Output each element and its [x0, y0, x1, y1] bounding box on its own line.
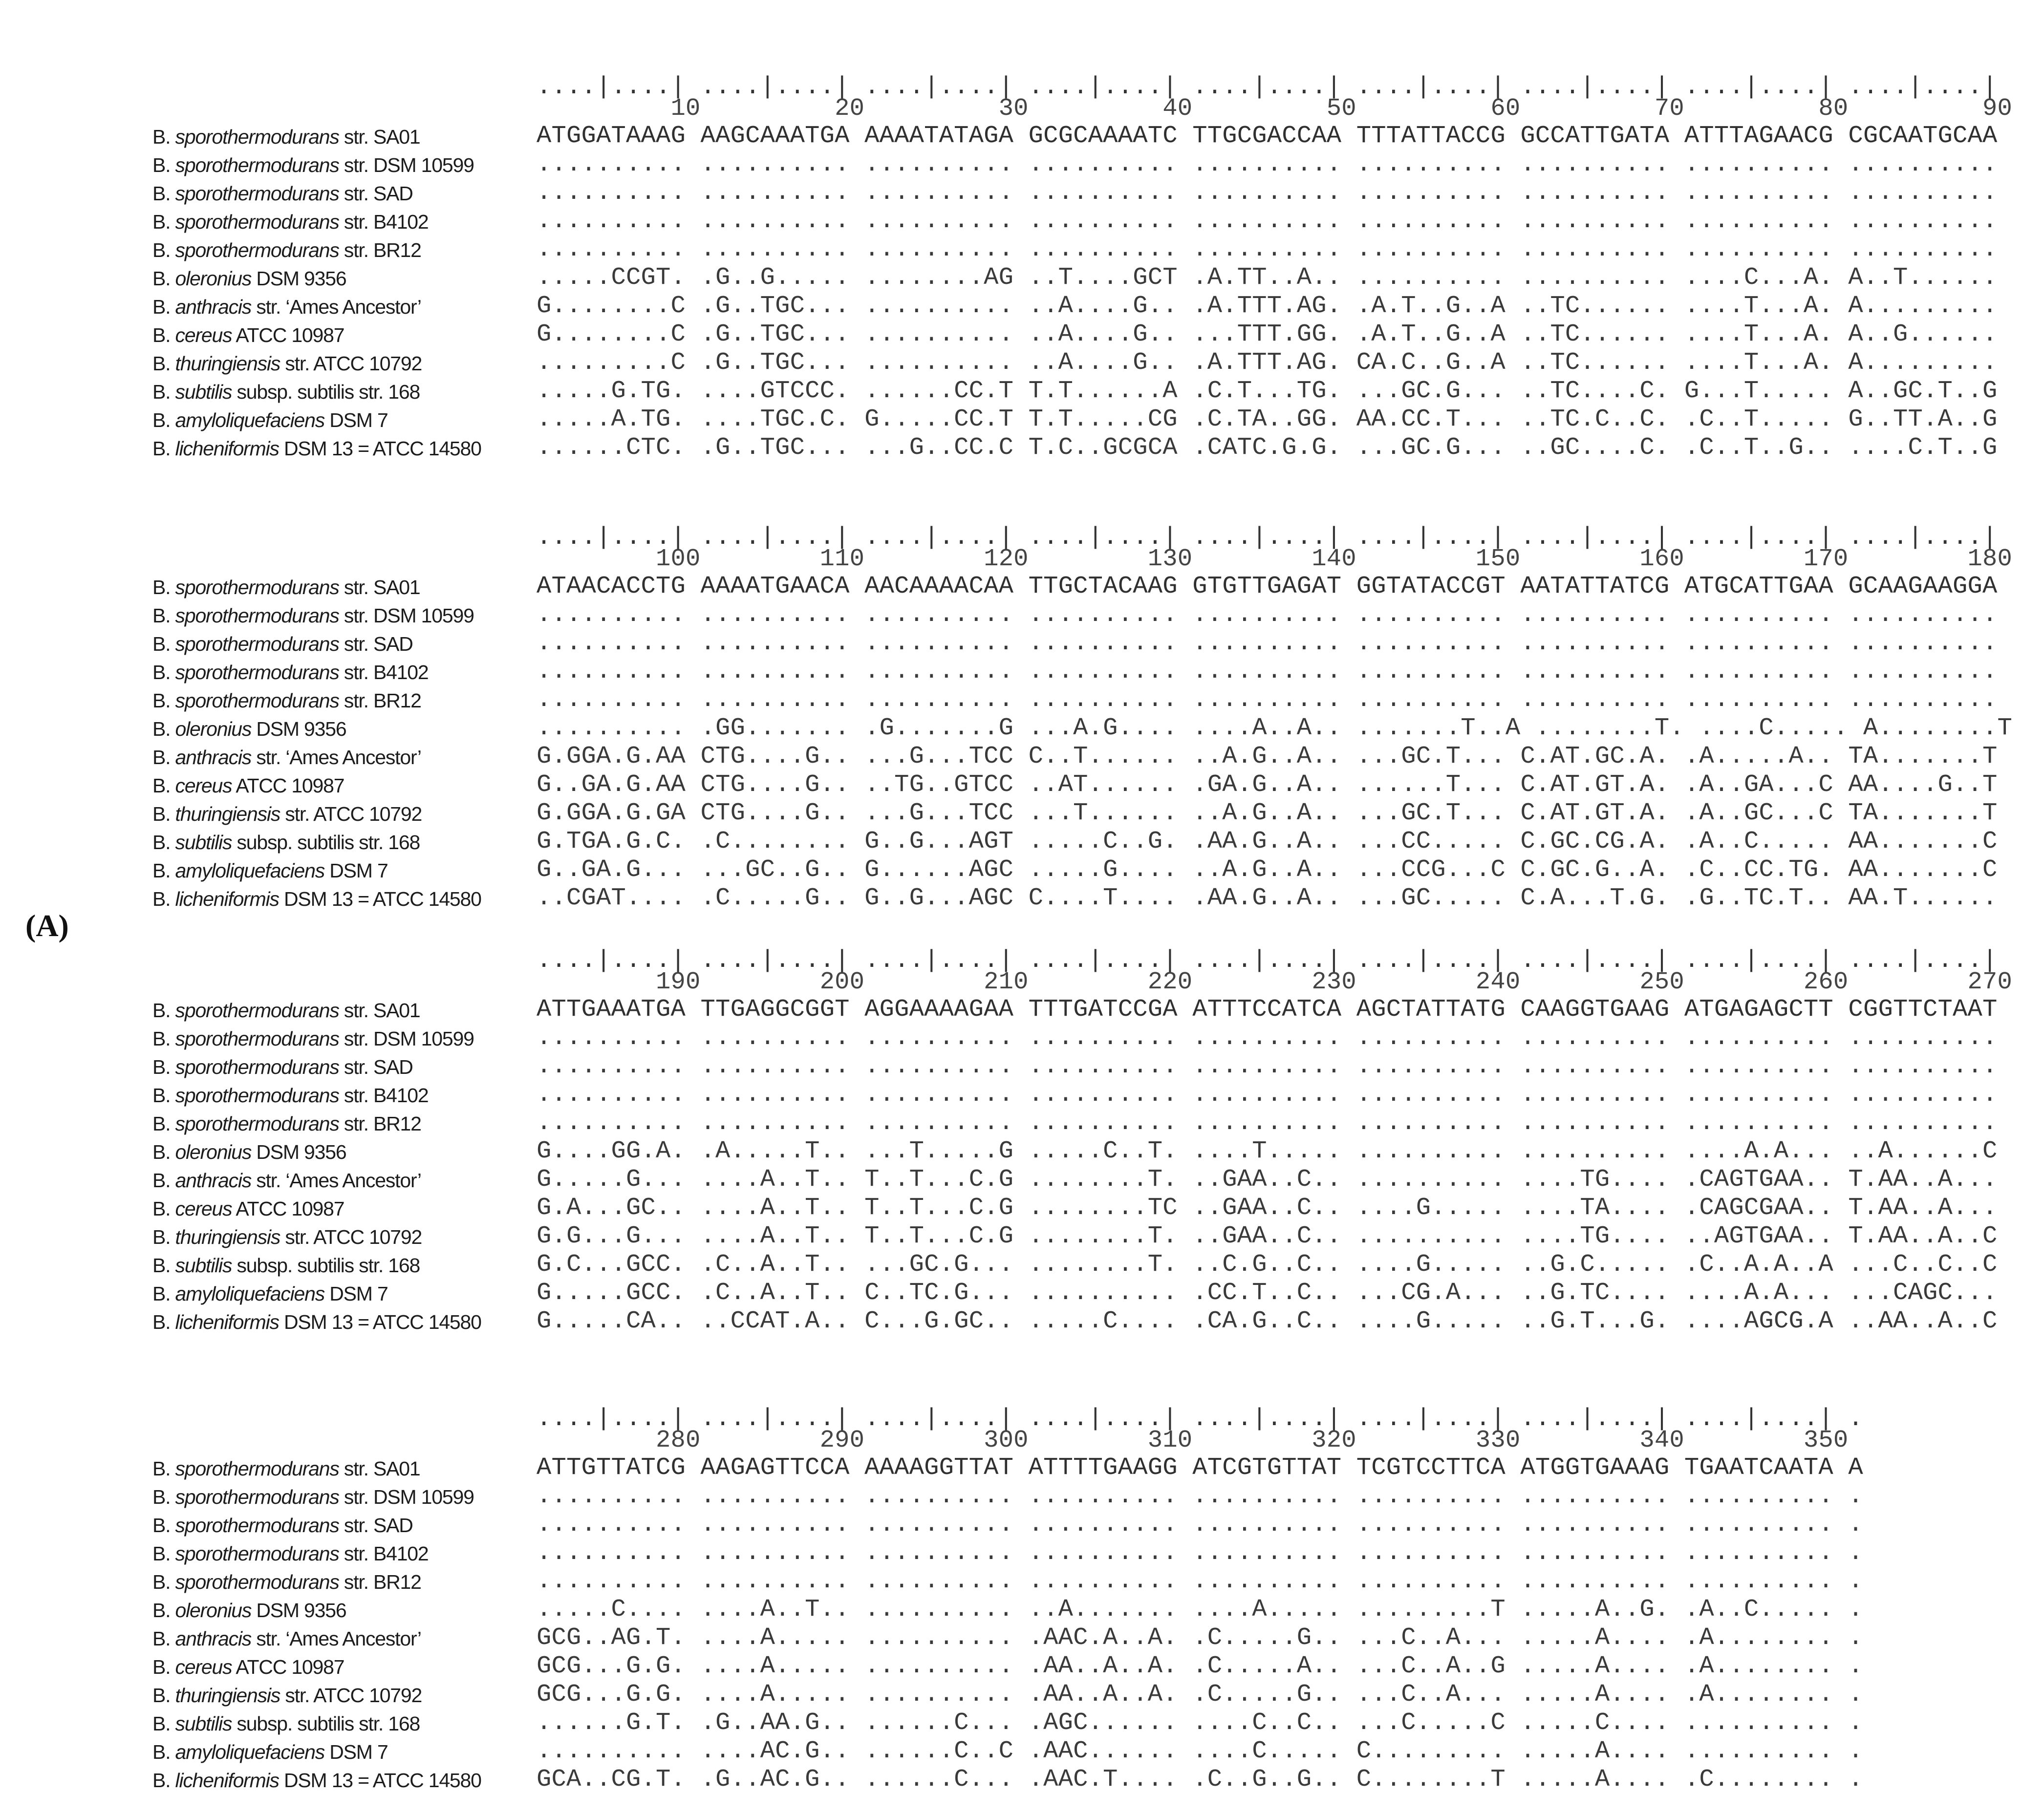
alignment-row — [0, 1024, 2044, 1052]
position-ruler: ....|....| ....|....| ....|....| ....|....| ....|....| ....|....| ....|....| ....|....| ....|....| — [537, 947, 1998, 975]
sequence: G.G...G... ....A..T.. T..T...C.G ........T. ..GAA..C.. .......... ....TG.... ..AGTGAA.. T.AA..A..C — [537, 1222, 1998, 1250]
alignment-row — [0, 1194, 2044, 1222]
alignment-row — [0, 1109, 2044, 1137]
species-label: B. sporothermodurans str. BR12 — [152, 1571, 421, 1593]
alignment-row — [0, 1166, 2044, 1194]
species-label: B. oleronius DSM 9356 — [152, 1599, 346, 1622]
species-label: B. sporothermodurans str. B4102 — [152, 1084, 429, 1107]
alignment-row — [0, 996, 2044, 1024]
position-numbers: 10 20 30 40 50 60 70 80 90 — [537, 95, 2012, 123]
species-label: B. sporothermodurans str. DSM 10599 — [152, 604, 474, 627]
species-label: B. sporothermodurans str. SAD — [152, 633, 413, 655]
sequence: .......... .......... .......... .......... .......... .......... .......... .......... .......... — [537, 1052, 1998, 1080]
sequence: G........C .G..TGC... .......... ..A....G.. ...TTT.GG. .A.T..G..A ..TC...... ....T...A. A..G...... — [537, 320, 1998, 348]
species-label: B. anthracis str. ‘Ames Ancestor’ — [152, 296, 421, 318]
alignment-row — [0, 122, 2044, 150]
alignment-row — [0, 207, 2044, 235]
alignment-row — [0, 1652, 2044, 1681]
sequence: GCG..AG.T. ....A..... .......... .AAC.A..A. .C.....G.. ...C..A... .....A.... .A........ . — [537, 1624, 1863, 1652]
alignment-row — [0, 1681, 2044, 1709]
position-ruler: ....|....| ....|....| ....|....| ....|....| ....|....| ....|....| ....|....| ....|....| ....|....| — [537, 73, 1998, 101]
sequence: .....A.TG. ....TGC.C. G.....CC.T T.T.....CG .C.TA..GG. AA.CC.T... ..TC.C..C. .C..T..... G..TT.A..G — [537, 406, 1998, 433]
alignment-row — [0, 377, 2044, 406]
alignment-row — [0, 179, 2044, 207]
alignment-row — [0, 264, 2044, 292]
reference-sequence: ATTGTTATCG AAGAGTTCCA AAAAGGTTAT ATTTTGAAGG ATCGTGTTAT TCGTCCTTCA ATGGTGAAAG TGAATCAATA A — [537, 1454, 1863, 1482]
species-label: B. sporothermodurans str. BR12 — [152, 239, 421, 261]
position-numbers: 100 110 120 130 140 150 160 170 180 — [537, 545, 2012, 573]
sequence: .......... .......... .......... .......... .......... .......... .......... .......... .......... — [537, 686, 1998, 714]
alignment-row — [0, 1766, 2044, 1794]
alignment-row — [0, 1539, 2044, 1567]
species-label: B. sporothermodurans str. BR12 — [152, 1112, 421, 1135]
sequence: .......... .......... .......... .......... .......... .......... .......... .......... .......... — [537, 629, 1998, 657]
species-label: B. oleronius DSM 9356 — [152, 267, 346, 290]
alignment-row — [0, 1222, 2044, 1251]
sequence: .......... .......... .......... .......... .......... .......... .......... .......... .......... — [537, 1024, 1998, 1052]
species-label: B. cereus ATCC 10987 — [152, 1656, 344, 1678]
alignment-row — [0, 1737, 2044, 1766]
sequence: G....GG.A. .A.....T.. ...T.....G .....C..T. ....T..... .......... .......... ....A.A... ..A......C — [537, 1137, 1998, 1165]
alignment-row — [0, 573, 2044, 601]
sequence: G.C...GCC. .C..A..T.. ...GC.G... ........T. ..C.G..C.. ....G..... ..G.C..... .C..A.A..A ...C..C..C — [537, 1251, 1998, 1279]
sequence: ..CGAT.... .C.....G.. G..G...AGC C....T.... .AA.G..A.. ...GC..... C.A...T.G. .G..TC.T.. AA.T...... — [537, 884, 1998, 912]
species-label: B. licheniformis DSM 13 = ATCC 14580 — [152, 1311, 481, 1333]
alignment-row — [0, 714, 2044, 743]
position-numbers: 190 200 210 220 230 240 250 260 270 — [537, 968, 2012, 996]
alignment-row — [0, 1251, 2044, 1279]
sequence: ......CTC. .G..TGC... ...G..CC.C T.C..GCGCA .CATC.G.G. ...GC.G... ..GC....C. .C..T..G.. ....C.T..G — [537, 434, 1998, 462]
alignment-row — [0, 1482, 2044, 1511]
sequence: G.....GCC. .C..A..T.. C..TC.G... .......... .CC.T..C.. ...CG.A... ..G.TC.... ....A.A... ...CAGC... — [537, 1279, 1998, 1307]
sequence: .....G.TG. ....GTCCC. ......CC.T T.T......A .C.T...TG. ...GC.G... ..TC....C. G...T..... A..GC.T..G — [537, 377, 1998, 405]
sequence: .......... ....AC.G.. ......C..C .AAC...... ....C..... C......... .....A.... .......... . — [537, 1737, 1863, 1765]
species-label: B. anthracis str. ‘Ames Ancestor’ — [152, 1169, 421, 1192]
sequence: GCG...G.G. ....A..... .......... .AA..A..A. .C.....G.. ...C..A... .....A.... .A........ . — [537, 1681, 1863, 1709]
alignment-row — [0, 743, 2044, 771]
sequence: GCA..CG.T. .G..AC.G.. ......C... .AAC.T.... .C..G..G.. C........T .....A.... .C........ . — [537, 1766, 1863, 1794]
sequence: GCG...G.G. ....A..... .......... .AA..A..A. .C.....A.. ...C..A..G .....A.... .A........ . — [537, 1652, 1863, 1680]
sequence: .....C.... ....A..T.. .......... ..A....... ....A..... .........T .....A..G. .A..C..... . — [537, 1596, 1863, 1623]
alignment-row — [0, 1624, 2044, 1652]
species-label: B. licheniformis DSM 13 = ATCC 14580 — [152, 437, 481, 460]
alignment-row — [0, 1454, 2044, 1482]
panel-label: (A) — [25, 908, 69, 943]
sequence: G.GGA.G.AA CTG....G.. ...G...TCC C..T...... ..A.G..A.. ...GC.T... C.AT.GC.A. .A.....A.. TA.......T — [537, 743, 1998, 770]
alignment-row — [0, 629, 2044, 658]
alignment-row — [0, 292, 2044, 320]
species-label: B. sporothermodurans str. SAD — [152, 182, 413, 205]
alignment-row — [0, 235, 2044, 264]
species-label: B. sporothermodurans str. SA01 — [152, 126, 420, 148]
species-label: B. sporothermodurans str. DSM 10599 — [152, 154, 474, 176]
species-label: B. sporothermodurans str. B4102 — [152, 661, 429, 683]
species-label: B. sporothermodurans str. SAD — [152, 1514, 413, 1537]
species-label: B. subtilis subsp. subtilis str. 168 — [152, 831, 420, 854]
alignment-row — [0, 686, 2044, 714]
alignment-row — [0, 150, 2044, 179]
species-label: B. sporothermodurans str. DSM 10599 — [152, 1486, 474, 1508]
sequence: G.A...GC.. ....A..T.. T..T...C.G ........TC ..GAA..C.. ....G..... ....TA.... .CAGCGAA.. T.AA..A... — [537, 1194, 1998, 1222]
species-label: B. thuringiensis str. ATCC 10792 — [152, 352, 422, 375]
alignment-row — [0, 1137, 2044, 1166]
alignment-row — [0, 856, 2044, 884]
sequence: .......... .......... .......... .......... .......... .......... .......... .......... .......... — [537, 150, 1998, 178]
alignment-row — [0, 320, 2044, 349]
reference-sequence: ATAACACCTG AAAATGAACA AACAAAACAA TTGCTACAAG GTGTTGAGAT GGTATACCGT AATATTATCG ATGCATTGAA GCAAGAAGGA — [537, 573, 1998, 600]
sequence: G..GA.G.AA CTG....G.. ..TG..GTCC ..AT...... .GA.G..A.. ......T... C.AT.GT.A. .A..GA...C AA....G..T — [537, 771, 1998, 799]
species-label: B. sporothermodurans str. SA01 — [152, 999, 420, 1022]
sequence: .......... .......... .......... .......... .......... .......... .......... .......... .......... — [537, 1081, 1998, 1109]
sequence: .........C .G..TGC... .......... ..A....G.. .A.TTT.AG. CA.C..G..A ..TC...... ....T...A. A......... — [537, 349, 1998, 377]
alignment-row — [0, 1081, 2044, 1109]
alignment-row — [0, 1307, 2044, 1336]
species-label: B. oleronius DSM 9356 — [152, 718, 346, 740]
sequence: .......... .......... .......... .......... .......... .......... .......... .......... .......... — [537, 658, 1998, 685]
sequence: G.GGA.G.GA CTG....G.. ...G...TCC ...T...... ..A.G..A.. ...GC.T... C.AT.GT.A. .A..GC...C TA.......T — [537, 799, 1998, 827]
species-label: B. licheniformis DSM 13 = ATCC 14580 — [152, 1769, 481, 1792]
alignment-row — [0, 771, 2044, 799]
species-label: B. thuringiensis str. ATCC 10792 — [152, 803, 422, 825]
species-label: B. sporothermodurans str. SA01 — [152, 1457, 420, 1480]
species-label: B. sporothermodurans str. SAD — [152, 1056, 413, 1078]
alignment-row — [0, 1052, 2044, 1081]
species-label: B. amyloliquefaciens DSM 7 — [152, 1741, 388, 1763]
alignment-row — [0, 1596, 2044, 1624]
species-label: B. subtilis subsp. subtilis str. 168 — [152, 1712, 420, 1735]
species-label: B. licheniformis DSM 13 = ATCC 14580 — [152, 888, 481, 910]
sequence: .......... .......... .......... .......... .......... .......... .......... .......... .......... — [537, 207, 1998, 235]
sequence: G.....CA.. ..CCAT.A.. C...G.GC.. .....C.... .CA.G..C.. ....G..... ..G.T...G. ....AGCG.A ..AA..A..C — [537, 1307, 1998, 1335]
alignment-row — [0, 828, 2044, 856]
species-label: B. anthracis str. ‘Ames Ancestor’ — [152, 1627, 421, 1650]
species-label: B. cereus ATCC 10987 — [152, 774, 344, 797]
position-numbers: 280 290 300 310 320 330 340 350 — [537, 1427, 1849, 1454]
alignment-row — [0, 349, 2044, 377]
species-label: B. amyloliquefaciens DSM 7 — [152, 859, 388, 882]
sequence: .......... .......... .......... .......... .......... .......... .......... .......... .......... — [537, 179, 1998, 207]
alignment-row — [0, 434, 2044, 462]
sequence: .......... .......... .......... .......... .......... .......... .......... .......... . — [537, 1482, 1863, 1510]
alignment-row — [0, 1511, 2044, 1539]
sequence: .......... .GG....... .G.......G ...A.G.... ....A..A.. .......T..A ........T. ....C..... A........T — [537, 714, 2012, 742]
species-label: B. oleronius DSM 9356 — [152, 1141, 346, 1163]
alignment-row — [0, 884, 2044, 913]
species-label: B. thuringiensis str. ATCC 10792 — [152, 1684, 422, 1707]
sequence: .......... .......... .......... .......... .......... .......... .......... .......... .......... — [537, 1109, 1998, 1137]
sequence: .....CCGT. .G..G..... ........AG ..T....GCT .A.TT..A.. .......... .......... ....C...A. A..T...... — [537, 264, 1998, 292]
species-label: B. amyloliquefaciens DSM 7 — [152, 1282, 388, 1305]
species-label: B. sporothermodurans str. BR12 — [152, 689, 421, 712]
species-label: B. subtilis subsp. subtilis str. 168 — [152, 381, 420, 403]
species-label: B. cereus ATCC 10987 — [152, 1197, 344, 1220]
species-label: B. subtilis subsp. subtilis str. 168 — [152, 1254, 420, 1277]
alignment-row — [0, 1567, 2044, 1596]
sequence: G..GA.G... ...GC..G.. G......AGC .....G.... ..A.G..A.. ...CCG...C C.GC.G..A. .C..CC.TG. AA.......C — [537, 856, 1998, 884]
reference-sequence: ATTGAAATGA TTGAGGCGGT AGGAAAAGAA TTTGATCCGA ATTTCCATCA AGCTATTATG CAAGGTGAAG ATGAGAGCTT CGGTTCTAAT — [537, 996, 1998, 1024]
species-label: B. amyloliquefaciens DSM 7 — [152, 409, 388, 431]
alignment-row — [0, 658, 2044, 686]
sequence: .......... .......... .......... .......... .......... .......... .......... .......... . — [537, 1539, 1863, 1567]
sequence: G........C .G..TGC... .......... ..A....G.. .A.TTT.AG. .A.T..G..A ..TC...... ....T...A. A......... — [537, 292, 1998, 320]
species-label: B. cereus ATCC 10987 — [152, 324, 344, 346]
species-label: B. sporothermodurans str. SA01 — [152, 576, 420, 598]
alignment-row — [0, 799, 2044, 828]
sequence: G.TGA.G.C. .C........ G..G...AGT .....C..G. .AA.G..A.. ...CC..... C.GC.CG.A. .A..C..... AA.......C — [537, 828, 1998, 855]
sequence: ......G.T. .G..AA.G.. ......C... .AGC...... ....C..C.. ...C.....C .....C.... .......... . — [537, 1709, 1863, 1737]
species-label: B. sporothermodurans str. B4102 — [152, 211, 429, 233]
alignment-row — [0, 1279, 2044, 1307]
species-label: B. anthracis str. ‘Ames Ancestor’ — [152, 746, 421, 769]
sequence: G.....G... ....A..T.. T..T...C.G ........T. ..GAA..C.. .......... ....TG.... .CAGTGAA.. T.AA..A... — [537, 1166, 1998, 1194]
species-label: B. sporothermodurans str. B4102 — [152, 1542, 429, 1565]
sequence: .......... .......... .......... .......... .......... .......... .......... .......... .......... — [537, 235, 1998, 263]
alignment-row — [0, 406, 2044, 434]
sequence: .......... .......... .......... .......... .......... .......... .......... .......... . — [537, 1567, 1863, 1595]
species-label: B. thuringiensis str. ATCC 10792 — [152, 1226, 422, 1248]
position-ruler: ....|....| ....|....| ....|....| ....|....| ....|....| ....|....| ....|....| ....|....| ....|....| — [537, 524, 1998, 552]
sequence: .......... .......... .......... .......... .......... .......... .......... .......... .......... — [537, 601, 1998, 629]
alignment-row — [0, 601, 2044, 629]
species-label: B. sporothermodurans str. DSM 10599 — [152, 1027, 474, 1050]
reference-sequence: ATGGATAAAG AAGCAAATGA AAAATATAGA GCGCAAAATC TTGCGACCAA TTTATTACCG GCCATTGATA ATTTAGAACG CGCAATGCAA — [537, 122, 1998, 150]
position-ruler: ....|....| ....|....| ....|....| ....|....| ....|....| ....|....| ....|....| ....|....| . — [537, 1405, 1863, 1433]
alignment-row — [0, 1709, 2044, 1737]
sequence: .......... .......... .......... .......... .......... .......... .......... .......... . — [537, 1511, 1863, 1538]
